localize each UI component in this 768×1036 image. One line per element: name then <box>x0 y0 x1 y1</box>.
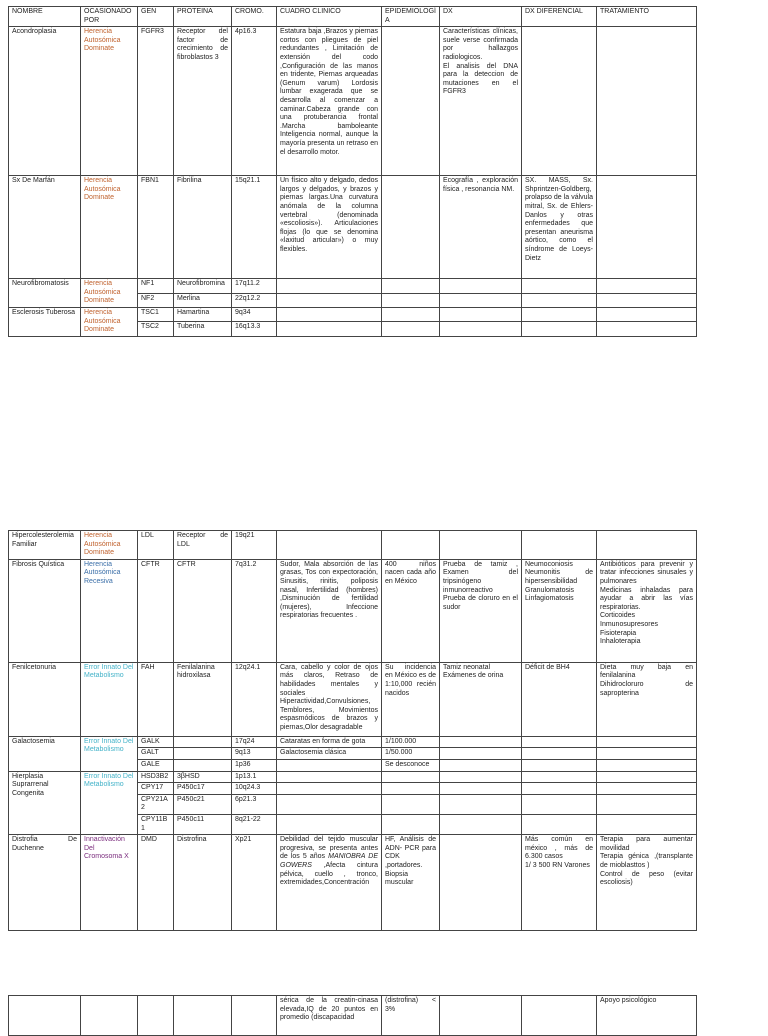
empty-cell <box>522 794 597 814</box>
genetics-table-2 <box>8 530 697 931</box>
diagnosis: Ecografía , exploración física , resonancia NM. <box>440 176 522 279</box>
empty-cell <box>522 748 597 760</box>
empty-cell <box>277 814 382 834</box>
empty-cell <box>522 322 597 336</box>
epidemiology: HF, Análisis de ADN- PCR para CDK ,portadores. Biopsia muscular <box>382 835 440 931</box>
empty-cell <box>232 996 277 1036</box>
gene: GALK <box>138 736 174 748</box>
chromosome: 16q13.3 <box>232 322 277 336</box>
empty-cell <box>440 307 522 321</box>
empty-cell <box>597 748 697 760</box>
gene: TSC2 <box>138 322 174 336</box>
gene: TSC1 <box>138 307 174 321</box>
header-cell: EPIDEMIOLOGÍA <box>382 7 440 27</box>
table-row <box>9 559 697 662</box>
table-row <box>9 835 697 931</box>
chromosome: 9q34 <box>232 307 277 321</box>
inheritance: Herencia Autosómica Dominate <box>81 27 138 176</box>
inheritance: Error Innato Del Metabolismo <box>81 736 138 771</box>
treatment: Apoyo psicológico <box>597 996 697 1036</box>
epidemiology <box>382 176 440 279</box>
empty-cell <box>522 279 597 294</box>
empty-cell <box>597 771 697 783</box>
protein: Distrofina <box>174 835 232 931</box>
chromosome: 15q21.1 <box>232 176 277 279</box>
empty-cell <box>597 294 697 308</box>
empty-cell <box>440 531 522 560</box>
inheritance: Herencia Autosómica Recesiva <box>81 559 138 662</box>
chromosome: 8q21-22 <box>232 814 277 834</box>
clinical-picture: Galactosemia clásica <box>277 748 382 760</box>
protein: P450c11 <box>174 814 232 834</box>
differential-dx: Déficit de BH4 <box>522 662 597 736</box>
inheritance: Error Innato Del Metabolismo <box>81 771 138 835</box>
chromosome: 10q24.3 <box>232 783 277 795</box>
protein: CFTR <box>174 559 232 662</box>
header-cell: GEN <box>138 7 174 27</box>
empty-cell <box>597 531 697 560</box>
header-cell: NOMBRE <box>9 7 81 27</box>
differential-dx <box>522 27 597 176</box>
empty-cell <box>522 771 597 783</box>
header-row <box>9 7 697 27</box>
empty-cell <box>522 996 597 1036</box>
protein: Fibrilina <box>174 176 232 279</box>
empty-cell <box>440 771 522 783</box>
header-cell: OCASIONADO POR <box>81 7 138 27</box>
empty-cell <box>174 748 232 760</box>
disease-name: Fibrosis Quística <box>9 559 81 662</box>
gene: FGFR3 <box>138 27 174 176</box>
gene: FBN1 <box>138 176 174 279</box>
gene: CFTR <box>138 559 174 662</box>
genetics-table-3 <box>8 995 697 1036</box>
inheritance: Herencia Autosómica Dominate <box>81 176 138 279</box>
chromosome: 1p36 <box>232 759 277 771</box>
gene: NF2 <box>138 294 174 308</box>
table-row <box>9 662 697 736</box>
epidemiology: 400 niños nacen cada año en México <box>382 559 440 662</box>
empty-cell <box>174 736 232 748</box>
diagnosis: Características clínicas, suele verse confirmada por hallazgos radiologicos. El analisis del DNA para la deteccion de mutaciones en el FGFR3 <box>440 27 522 176</box>
disease-name: Fenilcetonuria <box>9 662 81 736</box>
table-row <box>9 279 697 294</box>
disease-name: Esclerosis Tuberosa <box>9 307 81 336</box>
chromosome: 19q21 <box>232 531 277 560</box>
empty-cell <box>277 771 382 783</box>
empty-cell <box>277 783 382 795</box>
clinical-text: Debilidad del tejido muscular progresiva, se presenta antes de los 5 años <box>280 836 378 861</box>
disease-name: Sx De Marfán <box>9 176 81 279</box>
treatment <box>597 27 697 176</box>
epidemiology: 1/50.000 <box>382 748 440 760</box>
disease-name: Hierplasia Suprarrenal Congenita <box>9 771 81 835</box>
chromosome: 17q24 <box>232 736 277 748</box>
inheritance: Herencia Autosómica Dominate <box>81 531 138 560</box>
table-row <box>9 176 697 279</box>
empty-cell <box>440 996 522 1036</box>
treatment: Terapia para aumentar movilidad Terapia génica ,(transplante de mioblasttos ) Control de peso (evitar escoliosis) <box>597 835 697 931</box>
diagnosis: Prueba de tamiz , Examen del tripsinógeno inmunorreactivo Prueba de cloruro en el sudor <box>440 559 522 662</box>
empty-cell <box>522 814 597 834</box>
empty-cell <box>440 748 522 760</box>
empty-cell <box>522 783 597 795</box>
chromosome: 9q13 <box>232 748 277 760</box>
empty-cell <box>440 322 522 336</box>
clinical-picture: Sudor, Mala absorción de las grasas, Tos con expectoración, Sinusitis, rinitis, poliposis nasal, Infertilidad (hombres) ,Disminución de fertilidad (mujeres), Infeccione respiratorias frecuentes . <box>277 559 382 662</box>
empty-cell <box>440 794 522 814</box>
treatment: Dieta muy baja en fenilalanina Dihidrocloruro de sapropterina <box>597 662 697 736</box>
differential-dx: SX. MASS, Sx. Shprintzen-Goldberg, prolapso de la válvula mitral, Sx. de Ehlers-Danlos y otras enfermedades que presentan aneurisma aórtico, como el síndrome de Loeys-Dietz <box>522 176 597 279</box>
empty-cell <box>277 322 382 336</box>
empty-cell <box>522 759 597 771</box>
empty-cell <box>382 794 440 814</box>
header-cell: DX DIFERENCIAL <box>522 7 597 27</box>
empty-cell <box>522 736 597 748</box>
empty-cell <box>382 322 440 336</box>
empty-cell <box>440 814 522 834</box>
empty-cell <box>597 814 697 834</box>
protein: Neurofibromina <box>174 279 232 294</box>
empty-cell <box>522 531 597 560</box>
inheritance: Innactivación Del Cromosoma X <box>81 835 138 931</box>
chromosome: 1p13.1 <box>232 771 277 783</box>
differential-dx: Más común en méxico , más de 6.300 casos 1/ 3 500 RN Varones <box>522 835 597 931</box>
protein: Receptor de LDL <box>174 531 232 560</box>
inheritance: Herencia Autosómica Dominate <box>81 307 138 336</box>
empty-cell <box>382 783 440 795</box>
empty-cell <box>277 279 382 294</box>
table-row <box>9 771 697 783</box>
header-cell: PROTEINA <box>174 7 232 27</box>
clinical-picture: Un físico alto y delgado, dedos largos y delgados, y brazos y piernas largas.Una curvatura anómala de la columna vertebral (denominada «escoliosis»). Articulaciones flojas (lo que se denomina «laxitud articular») o muy flexibles. <box>277 176 382 279</box>
empty-cell <box>277 794 382 814</box>
empty-cell <box>277 294 382 308</box>
empty-cell <box>81 996 138 1036</box>
disease-name: Distrofia De Duchenne <box>9 835 81 931</box>
clinical-picture: Cataratas en forma de gota <box>277 736 382 748</box>
empty-cell <box>440 294 522 308</box>
disease-name: Galactosemia <box>9 736 81 771</box>
empty-cell <box>597 794 697 814</box>
empty-cell <box>174 996 232 1036</box>
clinical-picture: sérica de la creatin-cinasa elevada,IQ de 20 puntos en promedio (discapacidad <box>277 996 382 1036</box>
table-row <box>9 996 697 1036</box>
protein: Tuberina <box>174 322 232 336</box>
empty-cell <box>440 279 522 294</box>
empty-cell <box>138 996 174 1036</box>
clinical-text: ,Afecta cintura pélvica, cuello , tronco, extremidades,Concentración <box>280 861 378 887</box>
table-row <box>9 307 697 321</box>
table-row <box>9 531 697 560</box>
chromosome: 4p16.3 <box>232 27 277 176</box>
empty-cell <box>597 322 697 336</box>
header-cell: CROMO. <box>232 7 277 27</box>
epidemiology: Se desconoce <box>382 759 440 771</box>
empty-cell <box>382 771 440 783</box>
gene: LDL <box>138 531 174 560</box>
empty-cell <box>382 294 440 308</box>
empty-cell <box>174 759 232 771</box>
protein: Hamartina <box>174 307 232 321</box>
protein: Fenilalanina hidroxilasa <box>174 662 232 736</box>
empty-cell <box>382 279 440 294</box>
gene: DMD <box>138 835 174 931</box>
gene: FAH <box>138 662 174 736</box>
chromosome: 17q11.2 <box>232 279 277 294</box>
disease-name: Neurofibromatosis <box>9 279 81 308</box>
empty-cell <box>9 996 81 1036</box>
empty-cell <box>440 835 522 931</box>
disease-name: Acondroplasia <box>9 27 81 176</box>
epidemiology: (distrofina) < 3% <box>382 996 440 1036</box>
empty-cell <box>597 307 697 321</box>
gene: CPY11B1 <box>138 814 174 834</box>
empty-cell <box>522 307 597 321</box>
clinical-picture: Estatura baja ,Brazos y piernas cortos con pliegues de piel redundantes , Limitación de extensión del codo ,Configuración de las manos en tridente, Piernas arqueadas (Genum varum) Lordosis lumbar exagerada que se desarrolla al comenzar a caminar.Cabeza grande con una protuberancia frontal .Marcha bamboleante Inteligencia normal, aunque la mayoría presenta un retraso en el desarrollo motor. <box>277 27 382 176</box>
empty-cell <box>277 307 382 321</box>
header-cell: CUADRO CLINICO <box>277 7 382 27</box>
chromosome: 22q12.2 <box>232 294 277 308</box>
gowers-maneuver: MANIOBRA DE GOWERS <box>280 853 379 869</box>
diagnosis: Tamiz neonatal Exámenes de orina <box>440 662 522 736</box>
differential-dx: Neumoconiosis Neumonitis de hipersensibilidad Granulomatosis Linfagiomatosis <box>522 559 597 662</box>
inheritance: Herencia Autosómica Dominate <box>81 279 138 308</box>
clinical-picture: Cara, cabello y color de ojos más claros, Retraso de habilidades mentales y sociales Hiperactividad,Convulsiones, Temblores, Movimientos espasmódicos de brazos y piernas,Olor desagradable <box>277 662 382 736</box>
header-cell: DX <box>440 7 522 27</box>
chromosome: 6p21.3 <box>232 794 277 814</box>
treatment <box>597 176 697 279</box>
gene: HSD3B2 <box>138 771 174 783</box>
gene: CPY21A2 <box>138 794 174 814</box>
empty-cell <box>597 736 697 748</box>
empty-cell <box>597 783 697 795</box>
gene: CPY17 <box>138 783 174 795</box>
chromosome: Xp21 <box>232 835 277 931</box>
protein: 3βHSD <box>174 771 232 783</box>
epidemiology <box>382 27 440 176</box>
disease-name: Hipercolesterolemia Familiar <box>9 531 81 560</box>
empty-cell <box>440 736 522 748</box>
empty-cell <box>597 279 697 294</box>
epidemiology: 1/100.000 <box>382 736 440 748</box>
protein: P450c17 <box>174 783 232 795</box>
empty-cell <box>440 783 522 795</box>
table-row <box>9 27 697 176</box>
empty-cell <box>440 759 522 771</box>
chromosome: 12q24.1 <box>232 662 277 736</box>
chromosome: 7q31.2 <box>232 559 277 662</box>
empty-cell <box>597 759 697 771</box>
gene: GALE <box>138 759 174 771</box>
gene: NF1 <box>138 279 174 294</box>
treatment: Antibióticos para prevenir y tratar infecciones sinusales y pulmonares Medicinas inhaladas para ayudar a abrir las vías respiratorias. Corticoides Inmunosupresores Fisioterapia Inhaloterapia <box>597 559 697 662</box>
empty-cell <box>277 759 382 771</box>
clinical-picture <box>277 835 382 931</box>
inheritance: Error Innato Del Metabolismo <box>81 662 138 736</box>
epidemiology: Su incidencia en México es de 1:10,000 recién nacidos <box>382 662 440 736</box>
empty-cell <box>382 307 440 321</box>
protein: P450c21 <box>174 794 232 814</box>
header-cell: TRATAMIENTO <box>597 7 697 27</box>
empty-cell <box>382 814 440 834</box>
protein: Merlina <box>174 294 232 308</box>
empty-cell <box>522 294 597 308</box>
protein: Receptor del factor de crecimiento de fibroblastos 3 <box>174 27 232 176</box>
genetics-table-1 <box>8 6 697 337</box>
empty-cell <box>277 531 382 560</box>
empty-cell <box>382 531 440 560</box>
table-row <box>9 736 697 748</box>
gene: GALT <box>138 748 174 760</box>
